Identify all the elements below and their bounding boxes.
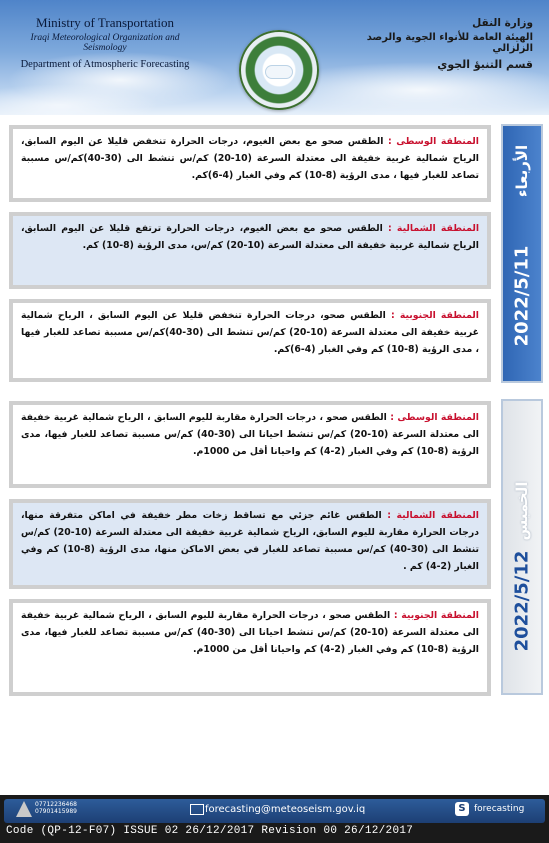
region-forecast: الطقس صحو ، درجات الحرارة مقاربة لليوم السابق ، الرياح شمالية غربية خفيفة الى معتدلة السرعة (10-20) كم/س تنشط احيانا الى (30-40) كم/س مسببة تصاعد للغبار فيها، مدى الرؤية (8-10) كم وفي الغبار (2-4) كم واحيانا أقل من 1000م.	[21, 610, 479, 655]
forecast-box-north-day2	[9, 499, 491, 589]
page-header	[0, 0, 549, 115]
page-footer	[0, 795, 549, 843]
forecast-text	[13, 129, 487, 184]
forecast-text	[13, 405, 487, 460]
document-code: Code (QP-12-F07) ISSUE 02 26/12/2017 Revision 00 26/12/2017	[6, 825, 414, 837]
region-title: المنطقة الجنوبية :	[393, 610, 479, 621]
day1-side-panel	[501, 124, 543, 383]
email-link[interactable]: forecasting@meteoseism.gov.iq	[205, 804, 366, 815]
region-forecast: الطقس غائم جزئي مع تساقط زخات مطر خفيفة في اماكن متفرقة منها، درجات الحرارة مقاربة لليوم السابق، الرياح شمالية غربية خفيفة الى معتدلة السرعة (10-20) كم/س تنشط الى (30-40) كم/س مسببة تصاعد للغبار في بعض الاماكن منها، مدى الرؤية (8-10) كم وفي الغبار (2-4) كم .	[21, 510, 479, 572]
region-forecast: الطقس صحو مع بعض الغيوم، درجات الحرارة ترتفع قليلا عن اليوم السابق، الرياح شمالية غربية خفيفة الى معتدلة السرعة (10-20) كم/س، مدى الرؤية (8-10) كم.	[21, 223, 479, 251]
region-title: المنطقة الوسطى :	[390, 412, 479, 423]
forecast-text	[13, 503, 487, 575]
day2-side-panel	[501, 399, 543, 695]
forecast-box-south-day2	[9, 599, 491, 696]
day1-name: الأربعاء	[513, 144, 531, 198]
skype-icon: S	[455, 802, 469, 816]
region-title: المنطقة الجنوبية :	[390, 310, 479, 321]
organization-name-en: Iraqi Meteorological Organization and Seismology	[30, 33, 180, 53]
forecast-box-central-day2	[9, 401, 491, 488]
region-title: المنطقة الشمالية :	[387, 510, 479, 521]
header-arabic	[333, 17, 533, 71]
day1-date: 2022/5/11	[511, 245, 533, 347]
forecast-text	[13, 216, 487, 254]
forecast-text	[13, 303, 487, 358]
forecast-box-north-day1	[9, 212, 491, 289]
region-title: المنطقة الوسطى :	[387, 136, 479, 147]
forecast-box-central-day1	[9, 125, 491, 202]
forecast-box-south-day1	[9, 299, 491, 382]
cloud-icon	[266, 66, 292, 78]
department-name-en: Department of Atmospheric Forecasting	[20, 59, 190, 70]
day2-date: 2022/5/12	[511, 550, 533, 652]
phone-numbers	[35, 801, 77, 815]
warning-triangle-icon	[16, 801, 32, 817]
ministry-name-en: Ministry of Transportation	[36, 15, 174, 30]
ministry-name-ar: وزارة النقل	[472, 17, 533, 29]
region-title: المنطقة الشمالية :	[388, 223, 480, 234]
region-forecast: الطقس صحو، درجات الحرارة تنخفض قليلا عن اليوم السابق ، الرياح شمالية غربية خفيفة الى معتدلة السرعة (10-20) كم/س تنشط الى (30-40)كم/س مسببة تصاعد للغبار فيها ، مدى الرؤية (8-10) كم وفي الغبار (4-6)كم.	[21, 310, 479, 355]
phone-1: 07712236468	[35, 801, 77, 808]
organization-logo	[239, 30, 319, 110]
organization-name-ar: الهيئة العامة للأنواء الجوية والرصد الزلزالي	[366, 32, 533, 54]
forecast-text	[13, 603, 487, 658]
day2-name: الخميس	[513, 481, 531, 541]
phone-2: 07901415989	[35, 808, 77, 815]
region-forecast: الطقس صحو مع بعض الغيوم، درجات الحرارة تنخفض قليلا عن اليوم السابق، الرياح شمالية غربية خفيفة الى معتدلة السرعة (10-20) كم/س تنشط الى (30-40)كم/س مسببة تصاعد للغبار فيها ، مدى الرؤية (8-10) كم وفي الغبار (4-6)كم.	[21, 136, 479, 181]
header-english	[10, 15, 200, 70]
department-name-ar: قسم التنبؤ الجوي	[437, 58, 533, 71]
region-forecast: الطقس صحو ، درجات الحرارة مقاربة لليوم السابق ، الرياح شمالية غربية خفيفة الى معتدلة السرعة (10-20) كم/س تنشط احيانا الى (30-40) كم/س مسببة تصاعد للغبار فيها، مدى الرؤية (8-10) كم وفي الغبار (2-4) كم واحيانا أقل من 1000م.	[21, 412, 479, 457]
skype-id[interactable]: forecasting	[474, 804, 525, 814]
envelope-icon	[190, 804, 204, 815]
